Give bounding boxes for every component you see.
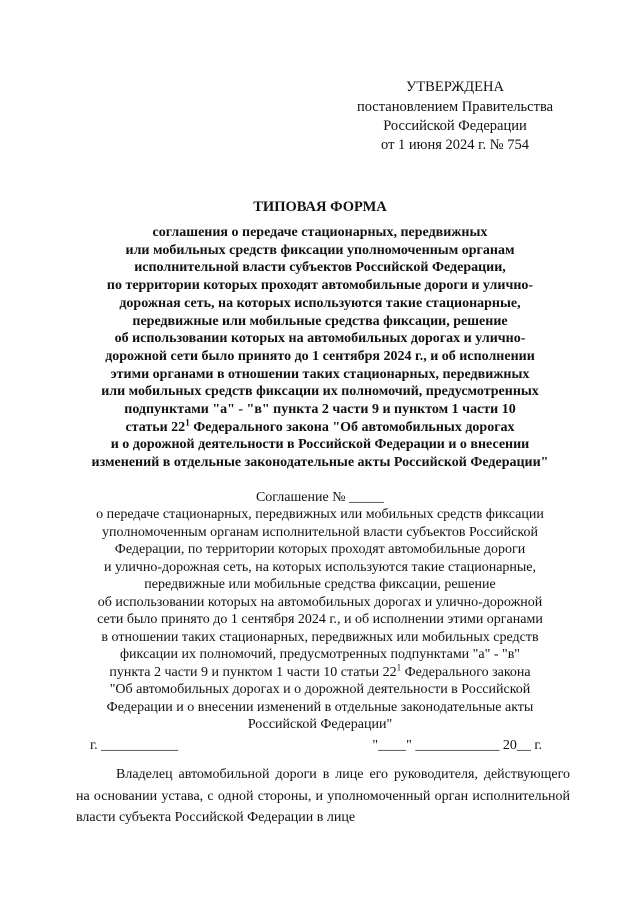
- agreement-description: [60, 506, 580, 734]
- subtitle-line: этими органами в отношении таких стационарных, передвижных: [110, 366, 530, 382]
- subtitle-line: изменений в отдельные законодательные акты Российской Федерации": [91, 455, 549, 471]
- subtitle-line: или мобильных средств фиксации их полномочий, предусмотренных: [101, 384, 539, 400]
- subtitle-line: дорожная сеть, на которых используются такие стационарные,: [119, 295, 521, 311]
- subtitle-text: Федерального закона "Об автомобильных дорогах: [189, 419, 515, 435]
- place-field: г. ___________: [90, 738, 179, 753]
- agreement-line: о передаче стационарных, передвижных или мобильных средств фиксации: [96, 507, 544, 522]
- approval-line: постановлением Правительства: [356, 99, 554, 115]
- agreement-text: Федерального закона: [401, 664, 531, 680]
- agreement-line: уполномоченным органам исполнительной власти субъектов Российской: [102, 524, 538, 540]
- agreement-heading: Соглашение № _____: [255, 490, 385, 505]
- superscript: 1: [396, 661, 402, 672]
- form-title: ТИПОВАЯ ФОРМА: [253, 199, 387, 215]
- agreement-line: Федерации, по территории которых проходят автомобильные дороги: [114, 542, 526, 557]
- subtitle-line: подпунктами "а" - "в" пункта 2 части 9 и пунктом 1 части 10: [124, 402, 516, 418]
- approval-title: УТВЕРЖДЕНА: [406, 79, 504, 95]
- subtitle-line: исполнительной власти субъектов Российской Федерации,: [134, 260, 506, 276]
- subtitle-line: по территории которых проходят автомобильные дороги и улично-: [106, 278, 534, 294]
- agreement-line: Федерации и о внесении изменений в отдельные законодательные акты: [106, 699, 534, 715]
- form-subtitle: [60, 224, 580, 472]
- subtitle-line: передвижные или мобильные средства фиксации, решение: [132, 313, 508, 329]
- agreement-body-paragraph: Владелец автомобильной дороги в лице его руководителя, действующего на основании устава, с одной стороны, и уполномоченный орган исполнительной власти субъекта Российской Федерации в лице: [76, 767, 570, 825]
- agreement-line: "Об автомобильных дорогах и о дорожной деятельности в Российской: [109, 682, 531, 697]
- superscript: 1: [185, 417, 190, 428]
- agreement-line: [60, 661, 580, 682]
- place-date-row: [76, 736, 570, 756]
- agreement-line: фиксации их полномочий, предусмотренных подпунктами "а" - "в": [119, 647, 521, 662]
- approval-line: Российской Федерации: [383, 118, 527, 134]
- agreement-line: об использовании которых на автомобильных дорогах и улично-дорожной: [97, 594, 543, 610]
- approval-block: [340, 78, 570, 155]
- agreement-line: сети было принято до 1 сентября 2024 г., и об исполнении этими органами: [97, 612, 543, 627]
- agreement-line: и улично-дорожная сеть, на которых используются такие стационарные,: [103, 559, 537, 575]
- subtitle-line: или мобильных средств фиксации уполномоченным органам: [125, 242, 515, 258]
- agreement-line: Российской Федерации": [247, 717, 393, 732]
- agreement-text: пункта 2 части 9 и пунктом 1 части 10 статьи 22: [109, 664, 397, 680]
- subtitle-line: и о дорожной деятельности в Российской Федерации и о внесении: [110, 437, 530, 453]
- agreement-line: передвижные или мобильные средства фиксации, решение: [144, 577, 496, 592]
- subtitle-line: об использовании которых на автомобильных дорогах и улично-: [114, 331, 526, 347]
- subtitle-line: [60, 419, 580, 437]
- date-field: "____" ____________ 20__ г.: [372, 738, 542, 753]
- subtitle-line: соглашения о передаче стационарных, передвижных: [152, 225, 488, 240]
- subtitle-text: статьи 22: [125, 419, 186, 435]
- subtitle-line: дорожной сети было принято до 1 сентября 2024 г., и об исполнении: [105, 348, 535, 364]
- agreement-line: в отношении таких стационарных, передвижных или мобильных средств: [101, 629, 539, 645]
- approval-date: от 1 июня 2024 г. № 754: [381, 137, 529, 153]
